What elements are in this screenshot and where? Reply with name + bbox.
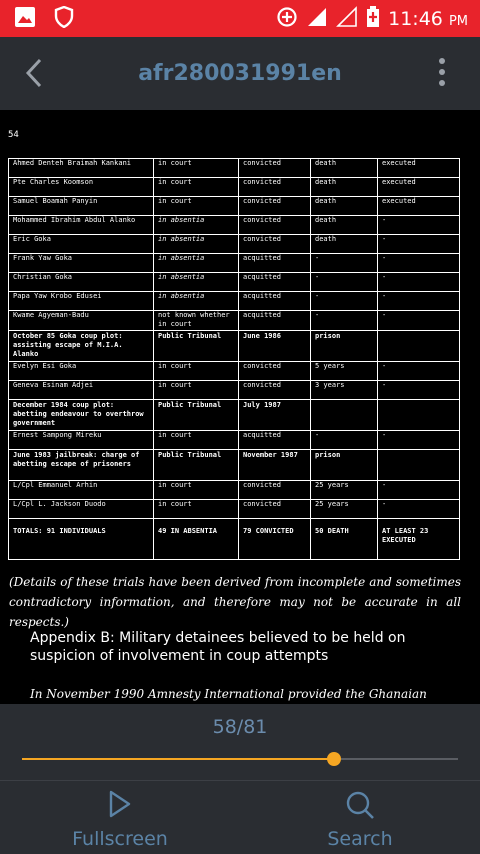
appendix-heading: Appendix B: Military detainees believed to be held on suspicion of involvement in coup attempts [30,630,406,664]
table-cell: convicted [239,159,311,178]
table-row [9,178,460,197]
search-label: Search [327,828,393,850]
clock [388,8,468,30]
table-cell: - [378,235,460,254]
table-row [9,216,460,235]
table-cell: convicted [239,216,311,235]
table-cell: Samuel Boamah Panyin [9,197,154,216]
table-cell: December 1984 coup plot: abetting endeavour to overthrow government [9,400,154,431]
table-cell: Papa Yaw Krobo Edusei [9,292,154,311]
table-cell: in absentia [154,235,239,254]
table-cell: 5 years [311,362,378,381]
table-cell: in court [154,381,239,400]
table-cell: Frank Yaw Goka [9,254,154,273]
table-cell: Ahmed Denteh Braimah Kankani [9,159,154,178]
data-saver-icon [276,6,298,32]
table-cell: Public Tribunal [154,450,239,481]
table-cell: in absentia [154,273,239,292]
table-cell: executed [378,178,460,197]
table-cell: death [311,197,378,216]
table-cell: death [311,216,378,235]
table-cell: Eric Goka [9,235,154,254]
table-cell: executed [378,159,460,178]
trials-note: (Details of these trials have been derived from incomplete and sometimes contradictory information, and therefore may not be accurate in all respects.) [9,575,461,629]
table-cell: in absentia [154,254,239,273]
table-cell: L/Cpl Emmanuel Arhin [9,481,154,500]
table-cell: June 1983 jailbreak: charge of abetting escape of prisoners [9,450,154,481]
clock-time: 11:46 [388,8,443,30]
table-cell: death [311,235,378,254]
more-options-icon[interactable] [438,57,446,91]
table-cell: 79 CONVICTED [239,519,311,560]
table-row [9,254,460,273]
table-cell: acquitted [239,273,311,292]
table-cell: convicted [239,500,311,519]
shield-icon [54,6,74,32]
table-row [9,362,460,381]
table-cell [311,400,378,431]
image-icon [14,6,36,32]
table-row [9,500,460,519]
table-cell: L/Cpl L. Jackson Duodo [9,500,154,519]
table-row [9,292,460,311]
table-cell: in court [154,197,239,216]
slider-fill [22,758,334,760]
table-cell [378,450,460,481]
table-cell: convicted [239,197,311,216]
table-cell: convicted [239,178,311,197]
table-cell: - [378,431,460,450]
table-cell: - [311,254,378,273]
table-cell: 49 IN ABSENTIA [154,519,239,560]
table-row [9,197,460,216]
table-cell: Pte Charles Koomson [9,178,154,197]
table-cell: Geneva Esinam Adjei [9,381,154,400]
table-cell: in absentia [154,216,239,235]
page-number: 54 [8,130,19,140]
table-cell: October 85 Goka coup plot: assisting escape of M.I.A. Alanko [9,331,154,362]
table-cell: November 1987 [239,450,311,481]
table-cell: acquitted [239,292,311,311]
table-cell: prison [311,331,378,362]
table-row [9,311,460,331]
table-cell: Christian Goka [9,273,154,292]
table-cell: - [378,481,460,500]
page-indicator: 58/81 [212,716,268,738]
table-cell: convicted [239,362,311,381]
table-cell: - [378,254,460,273]
table-cell: in absentia [154,292,239,311]
table-cell: convicted [239,235,311,254]
table-cell: June 1986 [239,331,311,362]
battery-charging-icon [366,6,380,32]
table-cell: executed [378,197,460,216]
table-row [9,381,460,400]
table-cell: TOTALS: 91 INDIVIDUALS [9,519,154,560]
table-row [9,481,460,500]
page-slider[interactable] [22,758,458,762]
table-cell: - [311,292,378,311]
search-button[interactable] [240,786,480,854]
table-cell: death [311,159,378,178]
document-page[interactable] [0,110,480,704]
table-cell: in court [154,159,239,178]
table-cell: July 1987 [239,400,311,431]
table-cell: - [378,311,460,331]
table-row [9,273,460,292]
table-cell: - [378,500,460,519]
table-cell: convicted [239,481,311,500]
section-row [9,331,460,362]
clock-ampm: PM [448,14,468,29]
table-cell: - [311,273,378,292]
section-row [9,450,460,481]
table-cell: Public Tribunal [154,331,239,362]
table-cell: in court [154,500,239,519]
table-cell: Mohammed Ibrahim Abdul Alanko [9,216,154,235]
table-cell: - [378,362,460,381]
fullscreen-label: Fullscreen [72,828,168,850]
table-cell: acquitted [239,254,311,273]
search-icon [240,790,480,820]
signal-empty-icon [336,6,358,32]
table-cell: 50 DEATH [311,519,378,560]
paragraph-text: In November 1990 Amnesty International provided the Ghanaian [30,687,427,701]
table-cell: in court [154,431,239,450]
app-bar [0,37,480,110]
table-cell: 25 years [311,500,378,519]
table-cell: convicted [239,381,311,400]
table-cell: - [378,273,460,292]
status-bar [0,0,480,37]
table-cell [378,400,460,431]
table-cell: - [378,381,460,400]
table-row [9,159,460,178]
table-cell: 3 years [311,381,378,400]
totals-row [9,519,460,560]
table-cell: Ernest Sampong Mireku [9,431,154,450]
table-cell: in court [154,362,239,381]
document-title: afr280031991en [138,61,342,86]
table-cell: - [378,292,460,311]
play-icon [0,790,240,820]
table-cell: prison [311,450,378,481]
table-cell: acquitted [239,311,311,331]
table-cell: not known whether in court [154,311,239,331]
table-cell: acquitted [239,431,311,450]
section-row [9,400,460,431]
fullscreen-button[interactable] [0,786,240,854]
signal-icon [306,6,328,32]
table-cell: AT LEAST 23 EXECUTED [378,519,460,560]
table-cell [378,331,460,362]
table-cell: death [311,178,378,197]
table-row [9,235,460,254]
bottom-panel [0,704,480,854]
table-cell: Evelyn Esi Goka [9,362,154,381]
table-cell: - [311,311,378,331]
divider [0,780,480,781]
table-cell: - [311,431,378,450]
table-row [9,431,460,450]
table-cell: Public Tribunal [154,400,239,431]
table-cell: in court [154,481,239,500]
slider-thumb[interactable] [327,752,341,766]
trials-table [8,158,460,560]
table-cell: 25 years [311,481,378,500]
table-cell: - [378,216,460,235]
table-cell: Kwame Agyeman-Badu [9,311,154,331]
table-cell: in court [154,178,239,197]
